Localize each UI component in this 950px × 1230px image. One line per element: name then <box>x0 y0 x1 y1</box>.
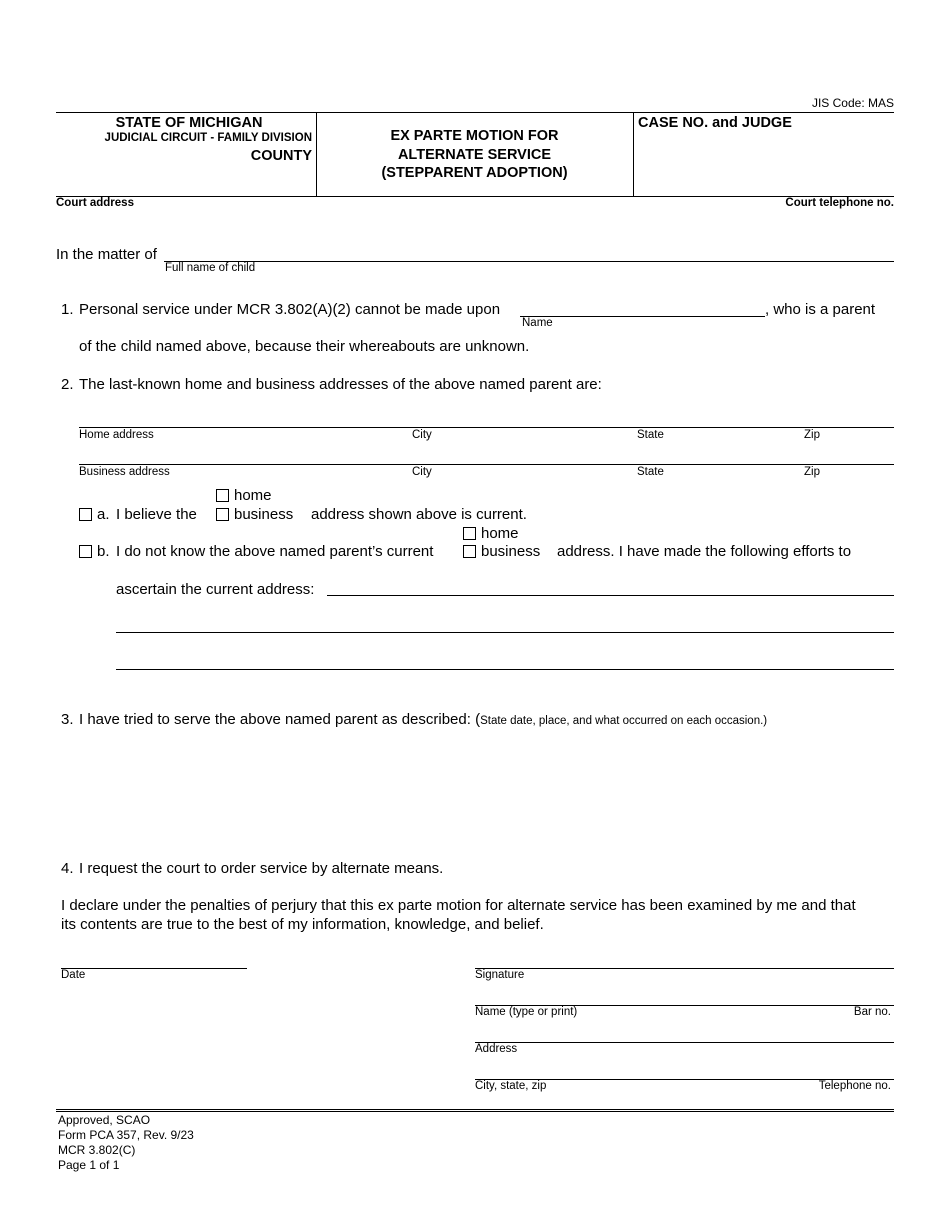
form-title-line3: (STEPPARENT ADOPTION) <box>381 165 568 181</box>
form-title-line1: EX PARTE MOTION FOR <box>390 128 559 144</box>
signature-caption: Signature <box>475 969 525 981</box>
circuit-label: JUDICIAL CIRCUIT - FAMILY DIVISION <box>104 132 312 144</box>
business-city-caption: City <box>412 466 432 478</box>
option-b-text: I do not know the above named parent’s current <box>116 543 434 560</box>
option-a-text: I believe the <box>116 506 197 523</box>
county-label: COUNTY <box>250 148 312 164</box>
signature-field[interactable] <box>476 950 891 968</box>
option-b-letter: b. <box>97 543 110 560</box>
name-caption: Name (type or print) <box>475 1006 578 1018</box>
child-name-caption: Full name of child <box>165 262 256 274</box>
item1-line2: of the child named above, because their whereabouts are unknown. <box>79 338 530 355</box>
business-address-line <box>79 464 894 465</box>
option-b-line2: ascertain the current address: <box>116 581 315 598</box>
business-zip-caption: Zip <box>804 466 820 478</box>
date-caption: Date <box>61 969 86 981</box>
form-title-line2: ALTERNATE SERVICE <box>397 146 552 163</box>
efforts-line-3 <box>116 669 894 670</box>
home-address-field[interactable] <box>80 409 890 427</box>
case-no-field[interactable] <box>638 140 888 158</box>
jis-code: JIS Code: MAS <box>811 96 894 110</box>
matter-prefix: In the matter of <box>56 246 157 263</box>
address-field[interactable] <box>476 1024 891 1042</box>
footer-rule-2 <box>56 1111 894 1112</box>
child-name-line <box>164 261 894 262</box>
case-no-label: CASE NO. and JUDGE <box>638 115 792 131</box>
telephone-caption: Telephone no. <box>818 1080 891 1092</box>
option-b-business-checkbox[interactable] <box>463 545 476 558</box>
date-field[interactable] <box>62 950 242 968</box>
home-address-line <box>79 427 894 428</box>
option-a-text-after: address shown above is current. <box>311 506 527 523</box>
footer-form-number: Form PCA 357, Rev. 9/23 <box>58 1128 194 1142</box>
parent-name-field[interactable] <box>522 298 762 316</box>
item4-number: 4. <box>61 860 74 877</box>
service-attempts-field[interactable] <box>79 736 894 846</box>
date-line <box>61 968 247 969</box>
footer-mcr: MCR 3.802(C) <box>58 1143 136 1157</box>
declaration-line2: its contents are true to the best of my information, knowledge, and belief. <box>61 916 544 933</box>
footer-approved: Approved, SCAO <box>58 1113 151 1127</box>
footer-info <box>58 1113 194 1173</box>
court-telephone-label: Court telephone no. <box>785 197 894 209</box>
city-state-zip-field[interactable] <box>476 1061 891 1079</box>
form-title <box>316 127 633 183</box>
declaration-line1: I declare under the penalties of perjury that this ex parte motion for alternate service has been examined by me and that <box>61 897 856 914</box>
efforts-line-1 <box>327 595 894 596</box>
business-address-caption: Business address <box>79 466 170 478</box>
item1-text-after: , who is a parent <box>765 301 876 318</box>
header-bottom-rule <box>56 196 894 197</box>
address-line <box>475 1042 894 1043</box>
court-address-label: Court address <box>56 197 134 209</box>
header-divider-right <box>633 112 634 196</box>
parent-name-line <box>520 316 765 317</box>
item3-main-text: I have tried to serve the above named parent as described: ( <box>79 711 481 728</box>
item3-text <box>79 711 767 728</box>
option-a-home-checkbox[interactable] <box>216 489 229 502</box>
item4-text: I request the court to order service by alternate means. <box>79 860 444 877</box>
option-a-business-label: business <box>234 506 294 523</box>
state-name: STATE OF MICHIGAN <box>115 115 263 131</box>
option-b-business-label: business <box>481 543 541 560</box>
footer-page: Page 1 of 1 <box>58 1158 120 1172</box>
item2-number: 2. <box>61 376 74 393</box>
home-address-caption: Home address <box>79 429 154 441</box>
item2-text: The last-known home and business addresses of the above named parent are: <box>79 376 602 393</box>
item3-number: 3. <box>61 711 74 728</box>
option-b-home-label: home <box>481 525 519 542</box>
business-address-field[interactable] <box>80 446 890 464</box>
item3-note: State date, place, and what occurred on each occasion.) <box>480 715 768 727</box>
efforts-field-1[interactable] <box>329 577 889 595</box>
name-field[interactable] <box>476 987 891 1005</box>
option-b-home-checkbox[interactable] <box>463 527 476 540</box>
header-top-rule <box>56 112 894 113</box>
efforts-field-3[interactable] <box>118 651 888 669</box>
child-name-field[interactable] <box>166 243 886 261</box>
item1-number: 1. <box>61 301 74 318</box>
address-caption: Address <box>475 1043 518 1055</box>
option-b-text-after: address. I have made the following efforts to <box>557 543 852 560</box>
option-b-checkbox[interactable] <box>79 545 92 558</box>
item1-text: Personal service under MCR 3.802(A)(2) cannot be made upon <box>79 301 501 318</box>
city-state-zip-caption: City, state, zip <box>475 1080 547 1092</box>
parent-name-caption: Name <box>522 317 553 329</box>
footer-rule-1 <box>56 1109 894 1110</box>
business-state-caption: State <box>637 466 664 478</box>
efforts-line-2 <box>116 632 894 633</box>
option-a-letter: a. <box>97 506 110 523</box>
bar-no-caption: Bar no. <box>853 1006 891 1018</box>
home-state-caption: State <box>637 429 664 441</box>
home-zip-caption: Zip <box>804 429 820 441</box>
signature-line <box>475 968 894 969</box>
option-a-business-checkbox[interactable] <box>216 508 229 521</box>
option-a-checkbox[interactable] <box>79 508 92 521</box>
efforts-field-2[interactable] <box>118 614 888 632</box>
option-a-home-label: home <box>234 487 272 504</box>
home-city-caption: City <box>412 429 432 441</box>
